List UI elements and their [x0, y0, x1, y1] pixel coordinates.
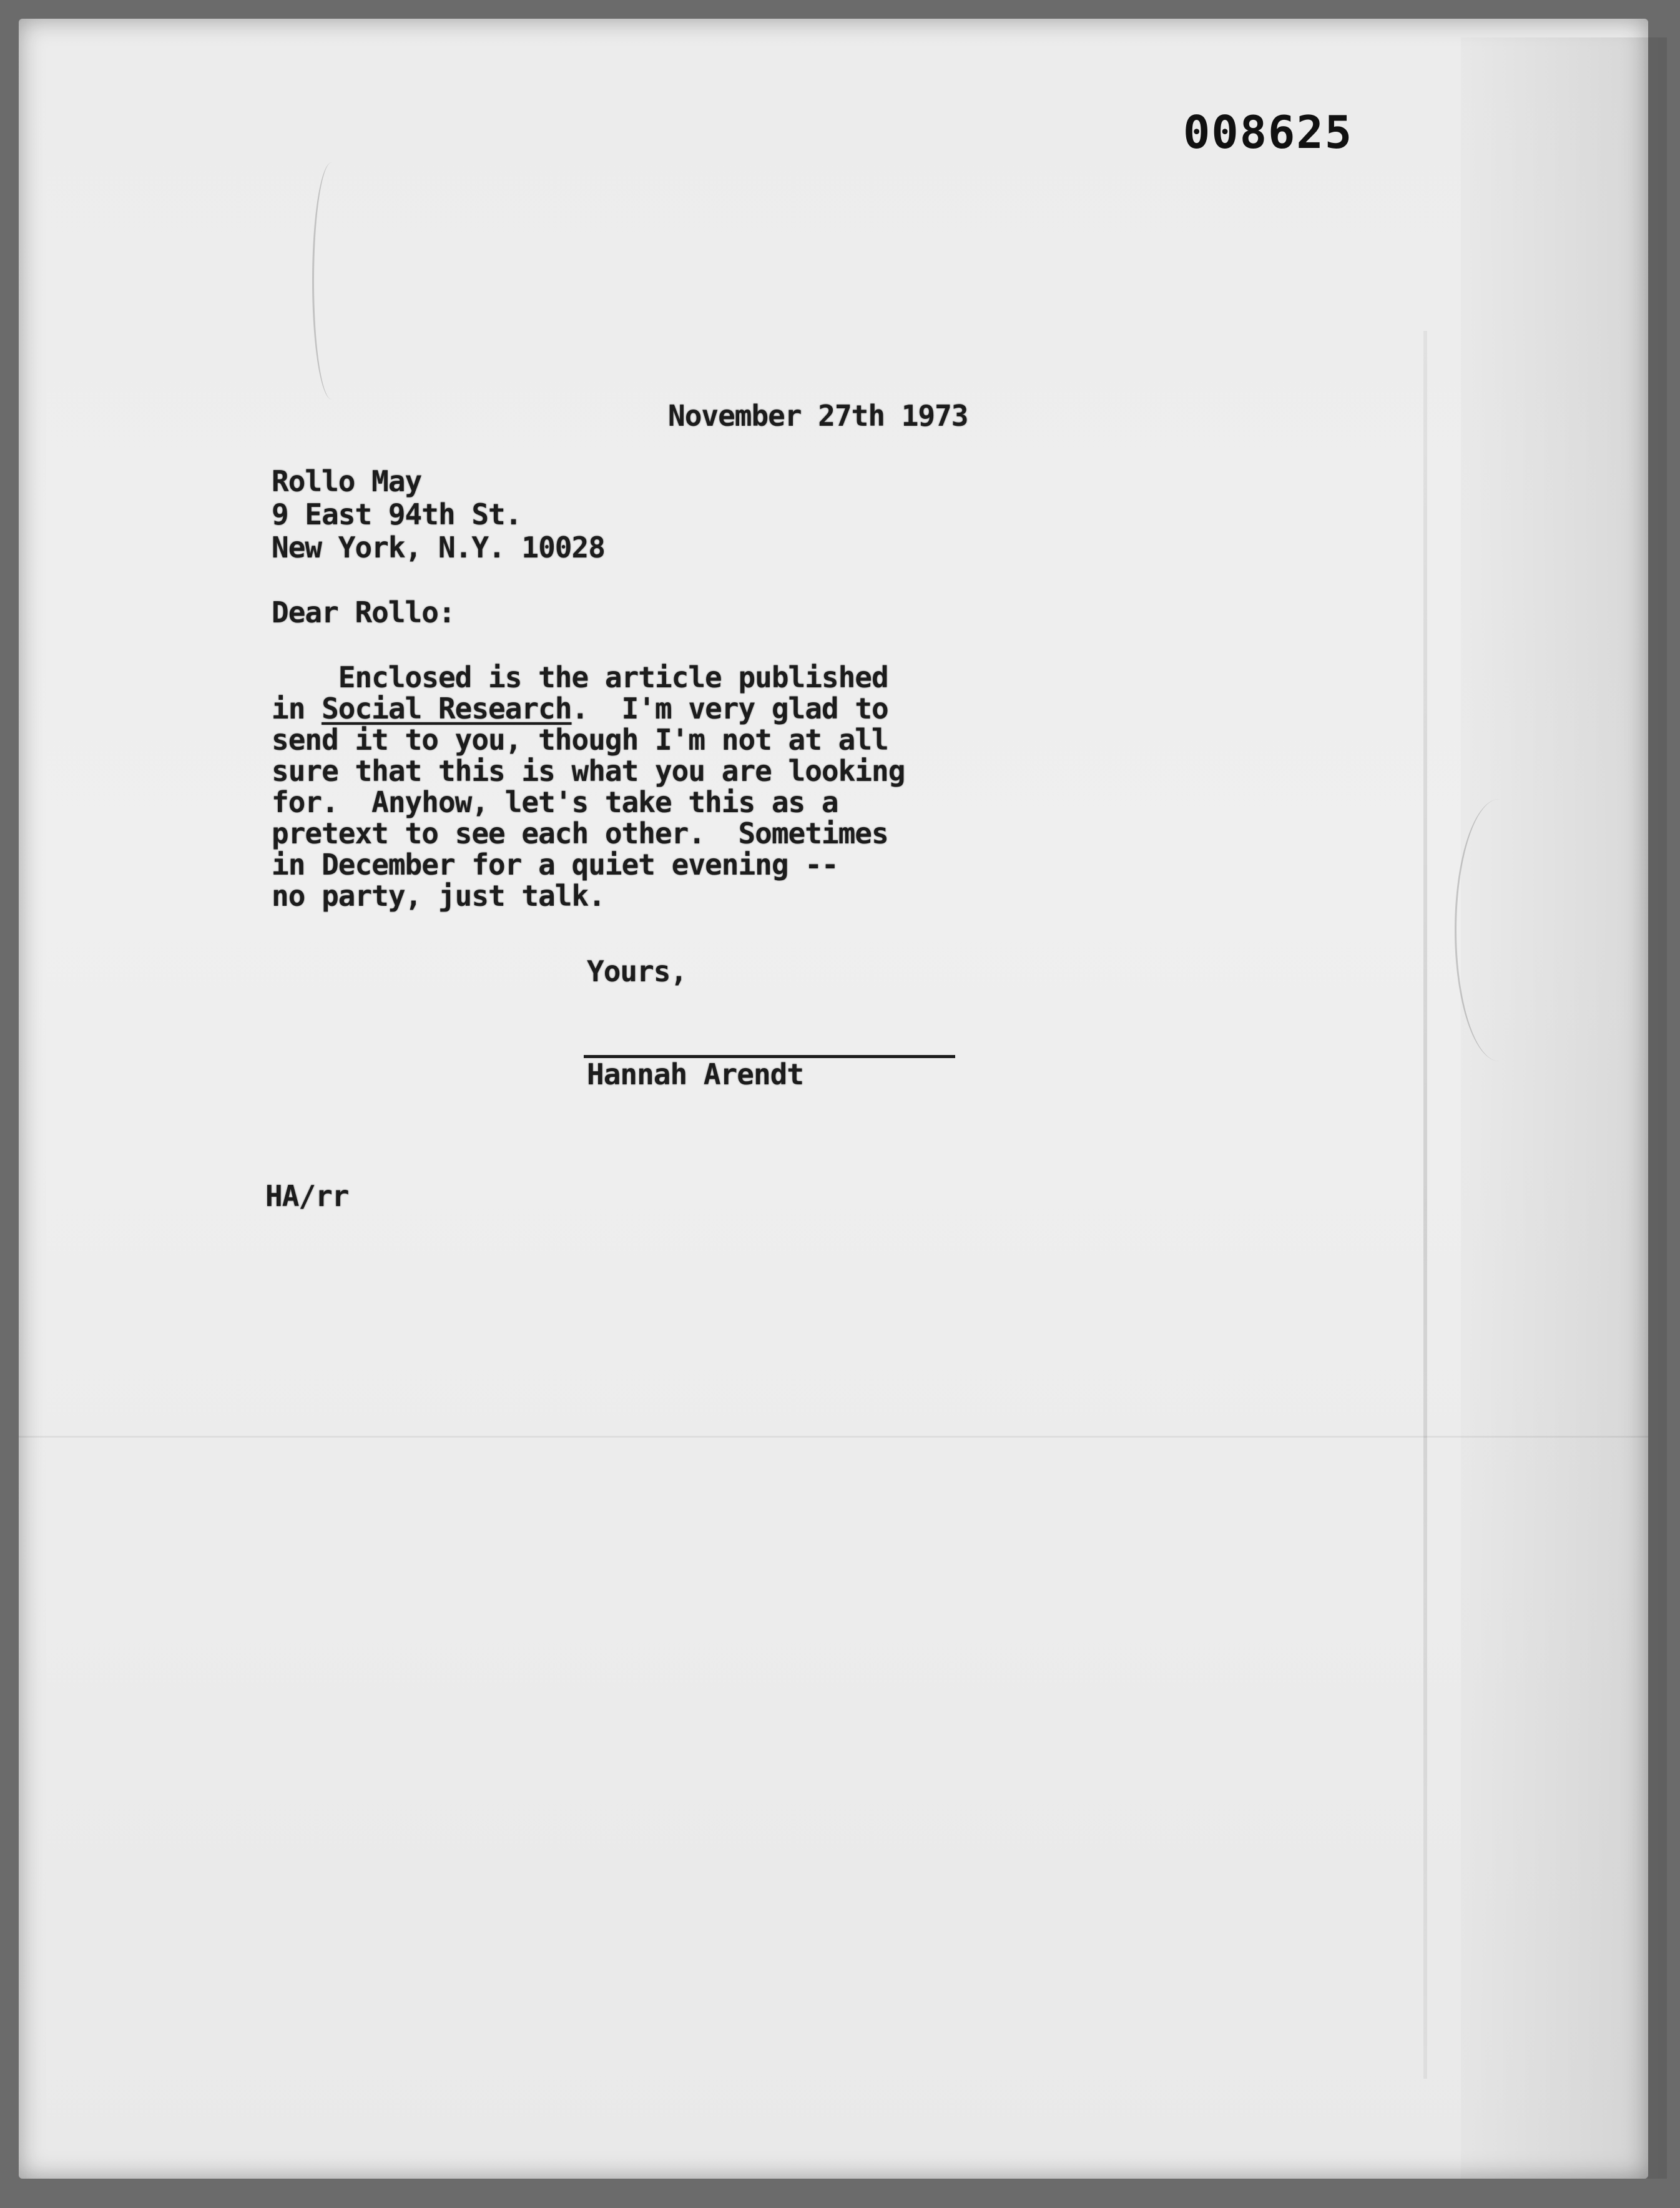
- letter-body: [272, 662, 905, 911]
- body-line: Enclosed is the article published: [272, 660, 888, 694]
- pencil-mark: [1455, 799, 1544, 1061]
- body-line: in December for a quiet evening --: [272, 848, 838, 881]
- closing: Yours,: [587, 954, 687, 988]
- page-edge-shadow: [1461, 37, 1667, 2179]
- body-line: send it to you, though I'm not at all: [272, 723, 888, 757]
- body-line: sure that this is what you are looking: [272, 754, 905, 788]
- salutation: Dear Rollo:: [272, 596, 455, 629]
- typist-initials: HA/rr: [265, 1179, 349, 1213]
- journal-title: Social Research: [322, 692, 572, 725]
- pencil-mark: [312, 162, 351, 400]
- fold-line: [19, 1436, 1648, 1438]
- document-number: 008625: [1183, 106, 1353, 159]
- recipient-name: Rollo May: [272, 464, 422, 498]
- body-line: for. Anyhow, let's take this as a: [272, 785, 838, 819]
- body-line: [272, 693, 905, 724]
- body-line-suffix: . I'm very glad to: [571, 692, 888, 725]
- body-line-prefix: in: [272, 692, 322, 725]
- body-line: pretext to see each other. Sometimes: [272, 817, 888, 850]
- letter-date: November 27th 1973: [668, 399, 968, 433]
- body-line: no party, just talk.: [272, 879, 605, 913]
- recipient-city: New York, N.Y. 10028: [272, 531, 605, 564]
- signer-name: Hannah Arendt: [587, 1057, 804, 1091]
- recipient-address: [272, 465, 605, 564]
- letter-page: [19, 19, 1648, 2179]
- recipient-street: 9 East 94th St.: [272, 498, 522, 531]
- page-crease: [1423, 331, 1427, 2079]
